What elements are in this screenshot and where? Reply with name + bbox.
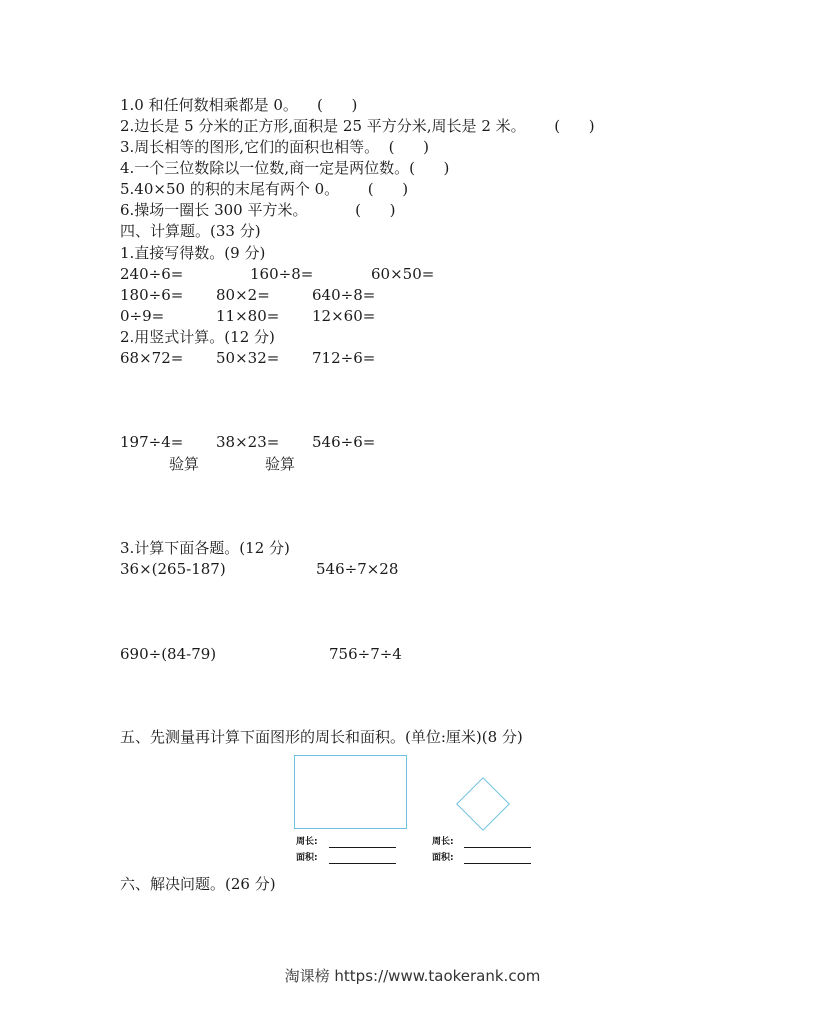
judge-item-4: 4.一个三位数除以一位数,商一定是两位数。( ) (120, 159, 450, 177)
judge-item-5: 5.40×50 的积的末尾有两个 0。 ( ) (120, 180, 409, 198)
q1-r1-c3: 60×50= (371, 265, 435, 283)
q1-title: 1.直接写得数。(9 分) (120, 244, 266, 262)
square-area-label: 面积: (432, 853, 454, 863)
q1-r2-c1: 180÷6= (120, 286, 184, 304)
q1-r3-c2: 11×80= (216, 307, 280, 325)
q2-r2-c2: 38×23= (216, 433, 280, 451)
q1-r1-c2: 160÷8= (250, 265, 314, 283)
rect-perimeter-blank (329, 847, 396, 848)
q2-r1-c2: 50×32= (216, 349, 280, 367)
q1-r3-c3: 12×60= (312, 307, 376, 325)
q3-title: 3.计算下面各题。(12 分) (120, 539, 290, 557)
section-5-title: 五、先测量再计算下面图形的周长和面积。(单位:厘米)(8 分) (120, 728, 523, 746)
judge-item-6: 6.操场一圈长 300 平方米。 ( ) (120, 201, 396, 219)
check-label-2: 验算 (265, 455, 296, 473)
q2-r2-c1: 197÷4= (120, 433, 184, 451)
q3-r2-c2: 756÷7÷4 (329, 645, 402, 663)
judge-item-2: 2.边长是 5 分米的正方形,面积是 25 平方分米,周长是 2 米。 ( ) (120, 117, 595, 135)
q3-r1-c1: 36×(265-187) (120, 560, 226, 578)
rect-perimeter-label: 周长: (296, 837, 318, 847)
section-4-title: 四、计算题。(33 分) (120, 222, 261, 240)
square-area-blank (464, 863, 531, 864)
rect-area-label: 面积: (296, 853, 318, 863)
square-perimeter-label: 周长: (432, 837, 454, 847)
q3-r1-c2: 546÷7×28 (316, 560, 399, 578)
rect-area-blank (329, 863, 396, 864)
q2-r2-c3: 546÷6= (312, 433, 376, 451)
q2-r1-c1: 68×72= (120, 349, 184, 367)
square-perimeter-blank (464, 847, 531, 848)
footer-watermark: 淘课榜 https://www.taokerank.com (284, 967, 541, 985)
rectangle-figure (294, 755, 407, 829)
judge-item-3: 3.周长相等的图形,它们的面积也相等。 ( ) (120, 138, 429, 156)
q2-title: 2.用竖式计算。(12 分) (120, 328, 275, 346)
check-label-1: 验算 (169, 455, 200, 473)
judge-item-1: 1.0 和任何数相乘都是 0。 ( ) (120, 96, 358, 114)
square-figure-rotated (456, 777, 510, 831)
q1-r2-c2: 80×2= (216, 286, 270, 304)
q2-r1-c3: 712÷6= (312, 349, 376, 367)
q1-r3-c1: 0÷9= (120, 307, 165, 325)
q3-r2-c1: 690÷(84-79) (120, 645, 217, 663)
q1-r1-c1: 240÷6= (120, 265, 184, 283)
section-6-title: 六、解决问题。(26 分) (120, 875, 276, 893)
q1-r2-c3: 640÷8= (312, 286, 376, 304)
